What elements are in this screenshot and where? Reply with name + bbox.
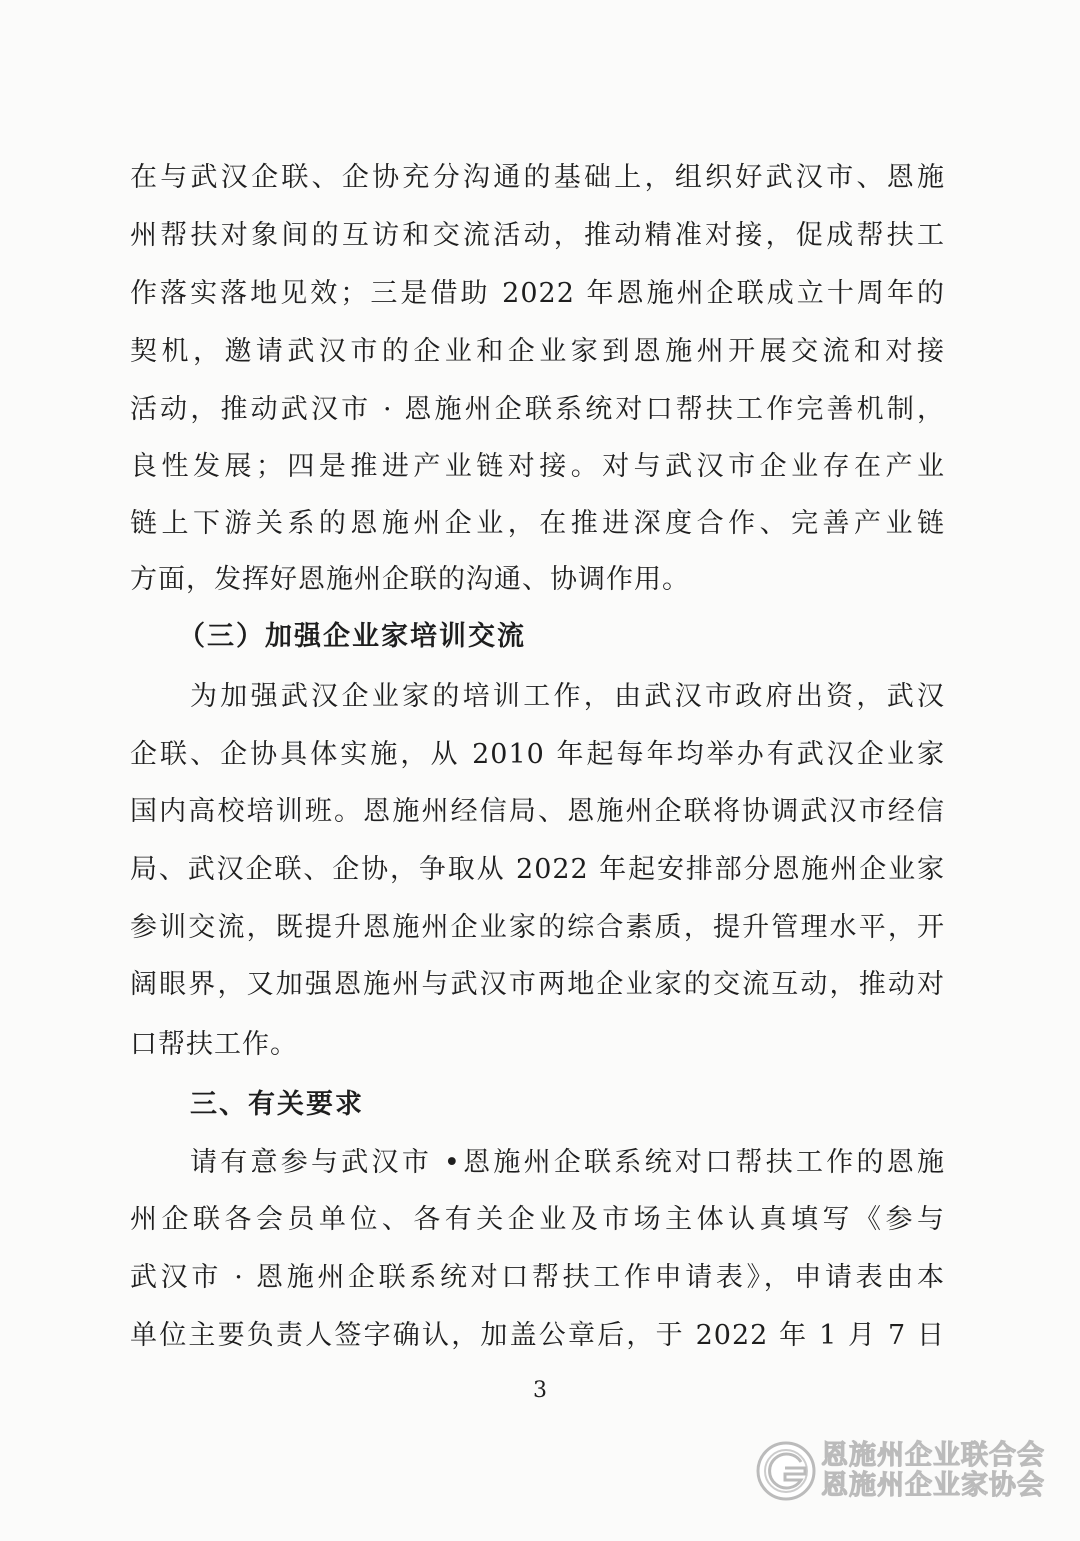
text-line: 良性发展；四是推进产业链对接。对与武汉市企业存在产业: [130, 451, 945, 482]
text-line: 参训交流，既提升恩施州企业家的综合素质，提升管理水平，开: [130, 912, 945, 943]
text-line: 企联、企协具体实施，从 2010 年起每年均举办有武汉企业家: [130, 739, 945, 770]
text-line: 链上下游关系的恩施州企业，在推进深度合作、完善产业链: [130, 508, 945, 539]
text-line: 契机，邀请武汉市的企业和企业家到恩施州开展交流和对接: [130, 336, 945, 367]
text-line: 阔眼界，又加强恩施州与武汉市两地企业家的交流互动，推动对: [130, 969, 945, 1000]
organization-logo-icon: [755, 1440, 817, 1502]
text-line: 州企联各会员单位、各有关企业及市场主体认真填写《参与: [130, 1204, 945, 1235]
text-line: 为加强武汉企业家的培训工作，由武汉市政府出资，武汉: [190, 681, 945, 712]
text-line: 州帮扶对象间的互访和交流活动，推动精准对接，促成帮扶工: [130, 220, 945, 251]
section-heading: （三）加强企业家培训交流: [178, 621, 526, 652]
text-line: 方面，发挥好恩施州企联的沟通、协调作用。: [130, 564, 690, 595]
watermark-line-1: 恩施州企业联合会: [821, 1440, 1045, 1471]
text-line: 局、武汉企联、企协，争取从 2022 年起安排部分恩施州企业家: [130, 854, 945, 885]
text-line: 在与武汉企联、企协充分沟通的基础上，组织好武汉市、恩施: [130, 162, 945, 193]
page-number: 3: [533, 1378, 547, 1403]
text-line: 请有意参与武汉市 •恩施州企联系统对口帮扶工作的恩施: [190, 1147, 945, 1178]
text-line: 国内高校培训班。恩施州经信局、恩施州企联将协调武汉市经信: [130, 796, 945, 827]
text-line: 口帮扶工作。: [130, 1029, 298, 1060]
watermark-line-2: 恩施州企业家协会: [821, 1470, 1045, 1501]
text-line: 活动，推动武汉市 · 恩施州企联系统对口帮扶工作完善机制，: [130, 394, 945, 425]
text-line: 单位主要负责人签字确认，加盖公章后，于 2022 年 1 月 7 日: [130, 1320, 945, 1351]
text-line: 作落实落地见效；三是借助 2022 年恩施州企联成立十周年的: [130, 278, 945, 309]
section-heading: 三、有关要求: [190, 1089, 364, 1120]
watermark-logo: [755, 1440, 1045, 1502]
text-line: 武汉市 · 恩施州企联系统对口帮扶工作申请表》，申请表由本: [130, 1262, 945, 1293]
